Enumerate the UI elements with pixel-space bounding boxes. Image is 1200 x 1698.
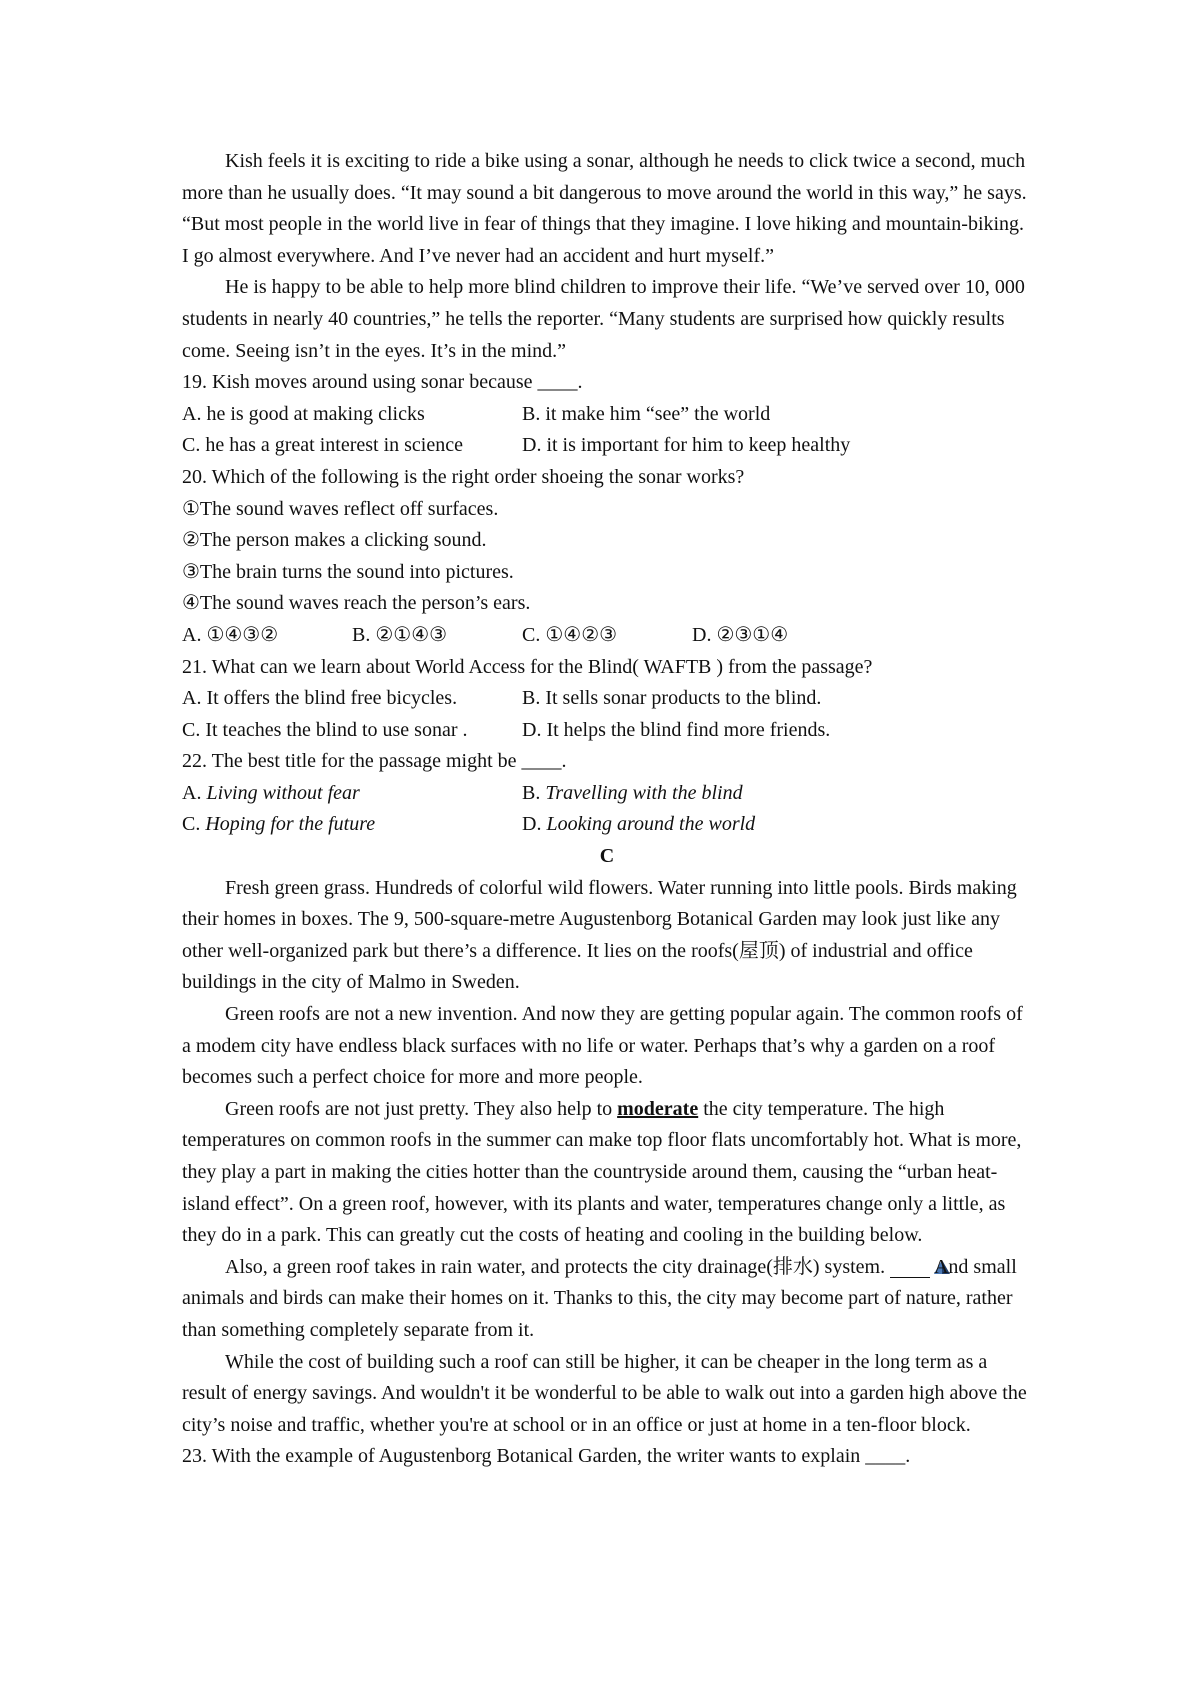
passage-paragraph [182, 1094, 1032, 1252]
passage-paragraph: Kish feels it is exciting to ride a bike using a sonar, although he needs to click twice a second, much more than he usually does. “It may sound a bit dangerous to move around the world in this way,” he says. “But most people in the world live in fear of things that they imagine. I love hiking and mountain-biking. I go almost everywhere. And I’ve never had an accident and hurt myself.” [182, 150, 1027, 267]
option-letter: C. [182, 813, 206, 836]
question-20-step: ①The sound waves reflect off surfaces. [182, 497, 499, 520]
option-b: B. it make him “see” the world [522, 402, 771, 425]
question-22-options-row [182, 778, 1032, 810]
option-letter: B. [522, 781, 546, 804]
passage-paragraph: He is happy to be able to help more blind children to improve their life. “We’ve served over 10, 000 students in nearly 40 countries,” he tells the reporter. “Many students are surprised how quickly results come. Seeing isn’t in the eyes. It’s in the mind.” [182, 276, 1025, 362]
option-d [522, 809, 1032, 841]
section-heading: C [599, 845, 615, 868]
option-c: C. ①④②③ [522, 623, 618, 646]
question-22-stem: 22. The best title for the passage might be ____. [182, 750, 567, 773]
passage-paragraph: While the cost of building such a roof can still be higher, it can be cheaper in the long term as a result of energy savings. And wouldn't it be wonderful to be able to walk out into a garden high above the city’s noise and traffic, whether you're at school or in an office or just at home in a ten-floor block. [182, 1350, 1027, 1436]
question-21-options-row [182, 715, 1032, 747]
question-20-step: ③The brain turns the sound into pictures. [182, 560, 514, 583]
option-a: A. ①④③② [182, 623, 279, 646]
passage-paragraph: Green roofs are not a new invention. And now they are getting popular again. The common roofs of a modem city have endless black surfaces with no life or water. Perhaps that’s why a garden on a roof becomes such a perfect choice for more and more people. [182, 1003, 1023, 1089]
passage-paragraph [182, 1252, 1032, 1347]
option-text: Looking around the world [546, 813, 756, 836]
question-20-stem: 20. Which of the following is the right order shoeing the sonar works? [182, 465, 745, 488]
option-d: D. it is important for him to keep healthy [522, 434, 851, 457]
option-b [522, 778, 1032, 810]
question-20-options-row [182, 620, 1032, 652]
paragraph-text: And small animals and birds can make their homes on it. Thanks to this, the city may become part of nature, rather than something completely separate from it. [182, 1255, 1017, 1341]
option-text: Travelling with the blind [545, 781, 743, 804]
paragraph-text: Green roofs are not just pretty. They also help to [225, 1097, 618, 1120]
question-19-stem: 19. Kish moves around using sonar because ____. [182, 371, 583, 394]
question-21-options-row [182, 683, 1032, 715]
option-b: B. ②①④③ [352, 623, 448, 646]
option-a [182, 778, 522, 810]
option-c: C. It teaches the blind to use sonar . [182, 718, 468, 741]
question-19-options-row [182, 430, 1032, 462]
question-22-options-row [182, 809, 1032, 841]
underlined-word: moderate [617, 1097, 699, 1120]
passage-paragraph: Fresh green grass. Hundreds of colorful wild flowers. Water running into little pools. Birds making their homes in boxes. The 9, 500-square-metre Augustenborg Botanical Garden may look just like any other well-organized park but there’s a difference. It lies on the roofs(屋顶) of industrial and office buildings in the city of Malmo in Sweden. [182, 876, 1017, 994]
option-b: B. It sells sonar products to the blind. [522, 687, 822, 710]
question-20-step: ②The person makes a clicking sound. [182, 529, 487, 552]
option-a: A. It offers the blind free bicycles. [182, 687, 458, 710]
document-page [182, 146, 1032, 1473]
question-19-options-row [182, 399, 1032, 431]
paragraph-text: Also, a green roof takes in rain water, and protects the city drainage(排水) system. [225, 1255, 891, 1278]
option-a: A. he is good at making clicks [182, 402, 425, 425]
question-23-stem: 23. With the example of Augustenborg Botanical Garden, the writer wants to explain ____. [182, 1445, 911, 1468]
paragraph-text: the city temperature. The high temperatures on common roofs in the summer can make top floor flats uncomfortably hot. What is more, they play a part in making the cities hotter than the countryside around them, causing the “urban heat-island effect”. On a green roof, however, with its plants and water, temperatures change only a little, as they do in a park. This can greatly cut the costs of heating and cooling in the building below. [182, 1097, 1022, 1247]
option-d: D. It helps the blind find more friends. [522, 718, 831, 741]
option-letter: A. [182, 781, 207, 804]
option-letter: D. [522, 813, 547, 836]
question-21-stem: 21. What can we learn about World Access for the Blind( WAFTB ) from the passage? [182, 655, 873, 678]
option-c [182, 809, 522, 841]
triangle-blank-icon [890, 1257, 930, 1278]
question-20-step: ④The sound waves reach the person’s ears. [182, 592, 531, 615]
option-c: C. he has a great interest in science [182, 434, 463, 457]
option-d: D. ②③①④ [692, 623, 789, 646]
option-text: Living without fear [206, 781, 360, 804]
option-text: Hoping for the future [205, 813, 376, 836]
